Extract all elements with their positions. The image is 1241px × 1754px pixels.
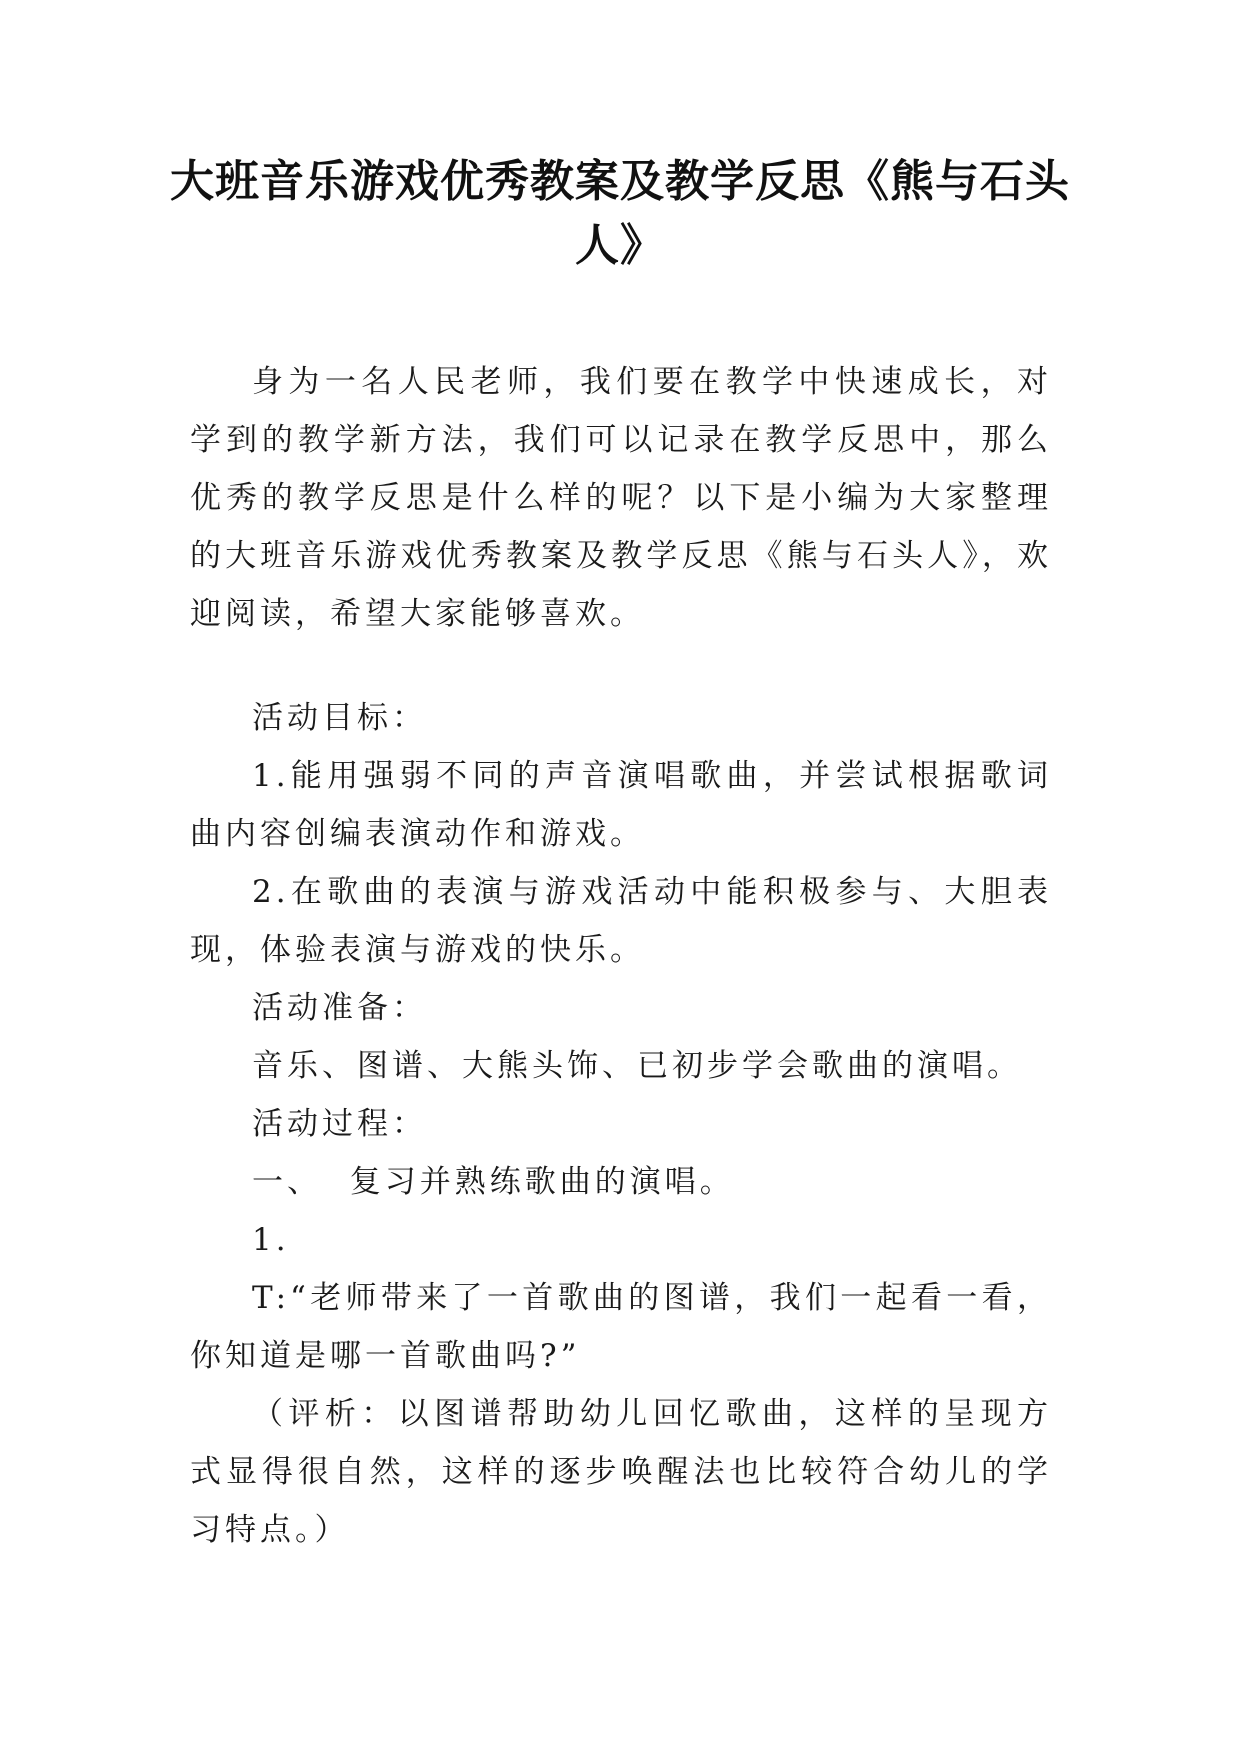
process-heading: 活动过程： (252, 1106, 427, 1142)
teacher-quote: T:“老师带来了一首歌曲的图谱，我们一起看一看，你知道是哪一首歌曲吗?” (190, 1280, 1052, 1374)
goal-item-1: 1.能用强弱不同的声音演唱歌曲，并尝试根据歌词曲内容创编表演动作和游戏。 (190, 758, 1052, 852)
process-step-one: 一、 复习并熟练歌曲的演唱。 (252, 1164, 735, 1200)
process-step-one-number: 1. (252, 1222, 290, 1258)
prep-content: 音乐、图谱、大熊头饰、已初步学会歌曲的演唱。 (252, 1048, 1022, 1084)
analysis-note: （评析：以图谱帮助幼儿回忆歌曲，这样的呈现方式显得很自然，这样的逐步唤醒法也比较符合幼儿的学习特点。） (190, 1396, 1052, 1548)
goals-heading: 活动目标： (252, 700, 427, 736)
intro-paragraph: 身为一名人民老师，我们要在教学中快速成长，对学到的教学新方法，我们可以记录在教学反思中，那么优秀的教学反思是什么样的呢？以下是小编为大家整理的大班音乐游戏优秀教案及教学反思《熊与石头人》，欢迎阅读，希望大家能够喜欢。 (190, 364, 1052, 632)
document-body (190, 353, 1052, 1559)
section-gap (190, 643, 1052, 689)
document-title: 大班音乐游戏优秀教案及教学反思《熊与石头人》 (170, 156, 1070, 271)
prep-heading: 活动准备： (252, 990, 427, 1026)
goal-item-2: 2.在歌曲的表演与游戏活动中能积极参与、大胆表现，体验表演与游戏的快乐。 (190, 874, 1052, 968)
